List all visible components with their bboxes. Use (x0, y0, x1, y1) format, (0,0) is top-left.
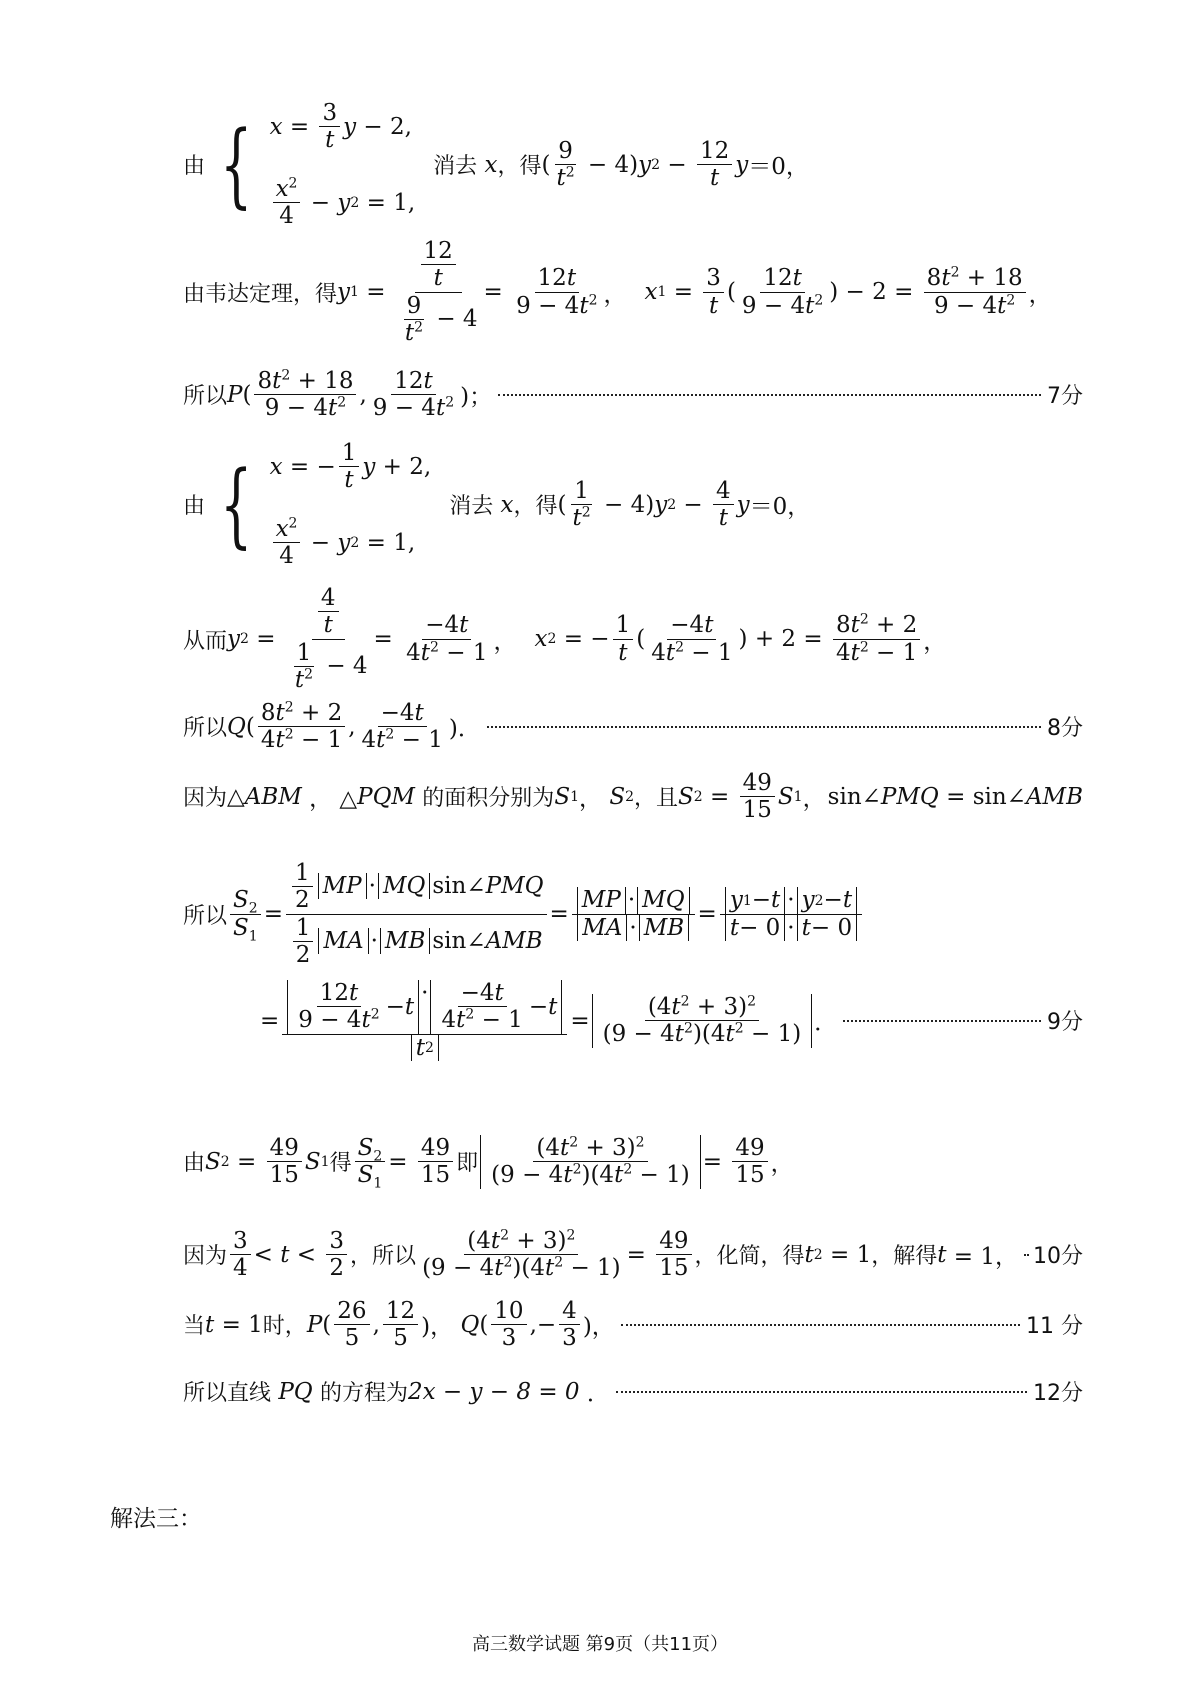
leader-dots-9 (843, 1020, 1041, 1022)
eq-ratio-1: 所以 $\frac{S_2}{S_1}$ = $\frac{1}{2}$ MP · MQ sin∠PMQ $\frac{1}{2}$ MA · MB sin∠AMB = MP · MQ MA · MB = y 1 − t · y 2 − t t − 0 · t − 0 (183, 860, 1083, 969)
eq-points-value: 当 t = 1 时， P ( $\frac{26}{5}$ , $\frac{12}{5}$ )， Q ( $\frac{10}{3}$ ,− $\frac{4}{3}$ )， 11 分 (183, 1298, 1083, 1352)
text-and: ，且 (634, 786, 679, 812)
eq-vieta-1: 由韦达定理，得 y 1 = $\frac{12}{t}$ $\frac{9}{t^2}$ − 4 = $\frac{12t}{9 - 4t^2}$ ， x 1 = $\frac{3}{t}$ ( $\frac{12t}{9 - 4t^2}$ ) − 2 = $\frac{8t^2 + 18}{9 - 4t^2}$ ， (183, 238, 1052, 347)
text-you-1: 由 (183, 154, 206, 180)
eq-system-2: 由 { x = − $\frac{1}{t}$ y + 2, $\frac{x^2}{4}$ − y 2 = 1, 消去 x ，得 ( $\frac{1}{t^2}$ − 4) y 2 − $\frac{4}{t}$ y ＝0， (183, 440, 811, 570)
text-you-2: 由 (183, 494, 206, 520)
eq-end-1: ＝0， (748, 154, 809, 181)
text-because-2: 因为 (183, 1244, 228, 1270)
text-time: 时， (262, 1314, 307, 1340)
text-so-3: 所以 (183, 903, 228, 929)
system-1-rows: x = $\frac{3}{t}$ y − 2, $\frac{x^2}{4}$ − y 2 = 1, (269, 100, 416, 230)
text-when: 当 (183, 1314, 206, 1340)
score-10: 10分 (1033, 1244, 1083, 1270)
leader-dots-12 (616, 1391, 1027, 1393)
eq-solve-t: 因为 $\frac{3}{4}$ < t < $\frac{3}{2}$ ，所以 $\frac{(4t^2 + 3)^2}{(9 - 4t^2)(4t^2 - 1)}$ = $\frac{49}{15}$ ，化简，得 t 2 = 1 ，解得 t = 1， 10分 (183, 1227, 1083, 1282)
text-eliminate-1: 消去 (433, 154, 478, 180)
page-footer: 高三数学试题 第9页（共11页） (471, 1634, 729, 1655)
score-7: 7分 (1047, 384, 1083, 410)
score-12: 12分 (1033, 1381, 1083, 1406)
text-so-1: 所以 (183, 384, 228, 410)
brace-1: { (220, 110, 253, 218)
eq-point-q: 所以 Q ( $\frac{8t^2 + 2}{4t^2 - 1}$ , $\frac{-4t}{4t^2 - 1}$ )． 8分 (183, 699, 1083, 754)
text-equation: 的方程为 (319, 1381, 408, 1406)
score-8: 8分 (1047, 716, 1083, 742)
text-namely: 即 (456, 1151, 479, 1177)
system-2-rows: x = − $\frac{1}{t}$ y + 2, $\frac{x^2}{4}$ − y 2 = 1, (269, 440, 432, 570)
leader-dots-11 (621, 1324, 1020, 1326)
leader-dots-8 (487, 726, 1041, 728)
text-thus: 从而 (183, 628, 228, 654)
text-solve: ，解得 (871, 1244, 938, 1270)
text-get-1: ，得 (497, 154, 542, 180)
text-get-2: ，得 (513, 494, 558, 520)
text-eliminate-2: 消去 (449, 494, 494, 520)
leader-dots-10 (1024, 1254, 1027, 1256)
eq-condition: 由 S 2 = $\frac{49}{15}$ S 1 得 $\frac{S_2}{S_1}$ = $\frac{49}{15}$ 即 $\frac{(4t^2 + 3)^2}{(9 - 4t^2)(4t^2 - 1)}$ = $\frac{49}{15}$ ， (183, 1134, 794, 1193)
eq-point-p: 所以 P ( $\frac{8t^2 + 18}{9 - 4t^2}$ , $\frac{12t}{9 - 4t^2}$ )； 7分 (183, 367, 1083, 422)
text-get-3: 得 (329, 1151, 352, 1177)
text-because: 因为 (183, 786, 228, 812)
eq-vieta-2: 从而 y 2 = $\frac{4}{t}$ $\frac{1}{t^2}$ − 4 = $\frac{-4t}{4t^2 - 1}$ ， x 2 = − $\frac{1}{t}$ ( $\frac{-4t}{4t^2 - 1}$ ) + 2 = $\frac{8t^2 + 2}{4t^2 - 1}$ ， (183, 585, 947, 694)
text-line: 所以直线 (183, 1381, 272, 1406)
brace-2: { (220, 450, 253, 558)
eq-line-pq: 所以直线 PQ 的方程为 2x − y − 8 = 0 ． 12分 (183, 1375, 1083, 1408)
score-9: 9分 (1047, 1010, 1083, 1036)
text-you-3: 由 (183, 1151, 206, 1177)
eq-ratio-2: = $\frac{12t}{9 - 4t^2}$ − t · $\frac{-4t}{4t^2 - 1}$ − t t 2 = $\frac{(4t^2 + 3)^2}{(9 - 4t^2)(4t^2 - 1)}$ ． 9分 (260, 980, 1083, 1061)
text-areas: 的面积分别为 (422, 786, 555, 812)
text-so-2: 所以 (183, 716, 228, 742)
eq-end-2: ＝0， (749, 494, 811, 521)
eq-system-1: 由 { x = $\frac{3}{t}$ y − 2, $\frac{x^2}{4}$ − y 2 = 1, 消去 x ，得 ( $\frac{9}{t^2}$ − 4) y 2 − $\frac{12}{t}$ y ＝0， (183, 100, 809, 230)
eq-area-statement: 因为 △ ABM ， △ PQM 的面积分别为 S 1 ， S 2 ，且 S 2 = $\frac{49}{15}$ S 1 ， sin∠ PMQ = sin∠ AMB (183, 770, 1083, 824)
text-simplify: ，化简，得 (694, 1244, 805, 1270)
score-11: 11 分 (1026, 1314, 1083, 1340)
section-heading: 解法三： (110, 1506, 202, 1532)
text-vieta: 由韦达定理，得 (183, 281, 338, 307)
line-equation: 2x − y − 8 = 0 (408, 1378, 580, 1405)
text-so-4: ，所以 (350, 1244, 417, 1270)
leader-dots-7 (498, 394, 1041, 396)
